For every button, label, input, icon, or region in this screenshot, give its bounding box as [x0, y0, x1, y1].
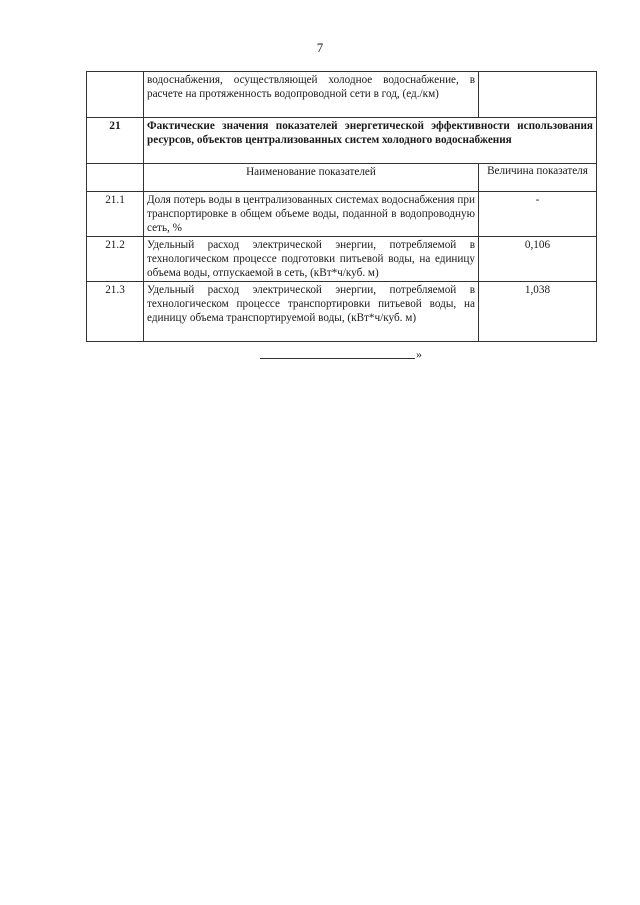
- table-row-21-2: [87, 237, 597, 282]
- closing-quote-mark: »: [416, 347, 422, 361]
- closing-underline: [260, 350, 415, 359]
- row-value: 1,038: [479, 282, 597, 342]
- row-number: 21.1: [87, 192, 144, 237]
- header-value: Величина показателя: [479, 164, 597, 192]
- row-description: Удельный расход электрической энергии, потребляемой в технологическом процессе подготовки питьевой воды, на единицу объема воды, отпускаемой в сеть, (кВт*ч/куб. м): [144, 237, 479, 282]
- row-value: -: [479, 192, 597, 237]
- section-title: Фактические значения показателей энергетической эффективности использования ресурсов, объектов централизованных систем холодного водоснабжения: [144, 118, 597, 164]
- row-value: 0,106: [479, 237, 597, 282]
- indicators-table: [86, 71, 597, 342]
- row-number: 21.3: [87, 282, 144, 342]
- table-row-21-3: [87, 282, 597, 342]
- section-number: 21: [87, 118, 144, 164]
- row-description: Доля потерь воды в централизованных системах водоснабжения при транспортировке в общем объеме воды, поданной в водопроводную сеть, %: [144, 192, 479, 237]
- row-value: [479, 72, 597, 118]
- row-description: водоснабжения, осуществляющей холодное водоснабжение, в расчете на протяженность водопроводной сети в год, (ед./км): [144, 72, 479, 118]
- row-number: 21.2: [87, 237, 144, 282]
- header-name: Наименование показателей: [144, 164, 479, 192]
- header-number-cell: [87, 164, 144, 192]
- page-number: 7: [316, 40, 324, 55]
- table-row-21-1: [87, 192, 597, 237]
- table-header-row: [87, 164, 597, 192]
- section-row: [87, 118, 597, 164]
- table-row-continuation: [87, 72, 597, 118]
- row-description: Удельный расход электрической энергии, потребляемой в технологическом процессе транспортировки питьевой воды, на единицу объема транспортируемой воды, (кВт*ч/куб. м): [144, 282, 479, 342]
- row-number: [87, 72, 144, 118]
